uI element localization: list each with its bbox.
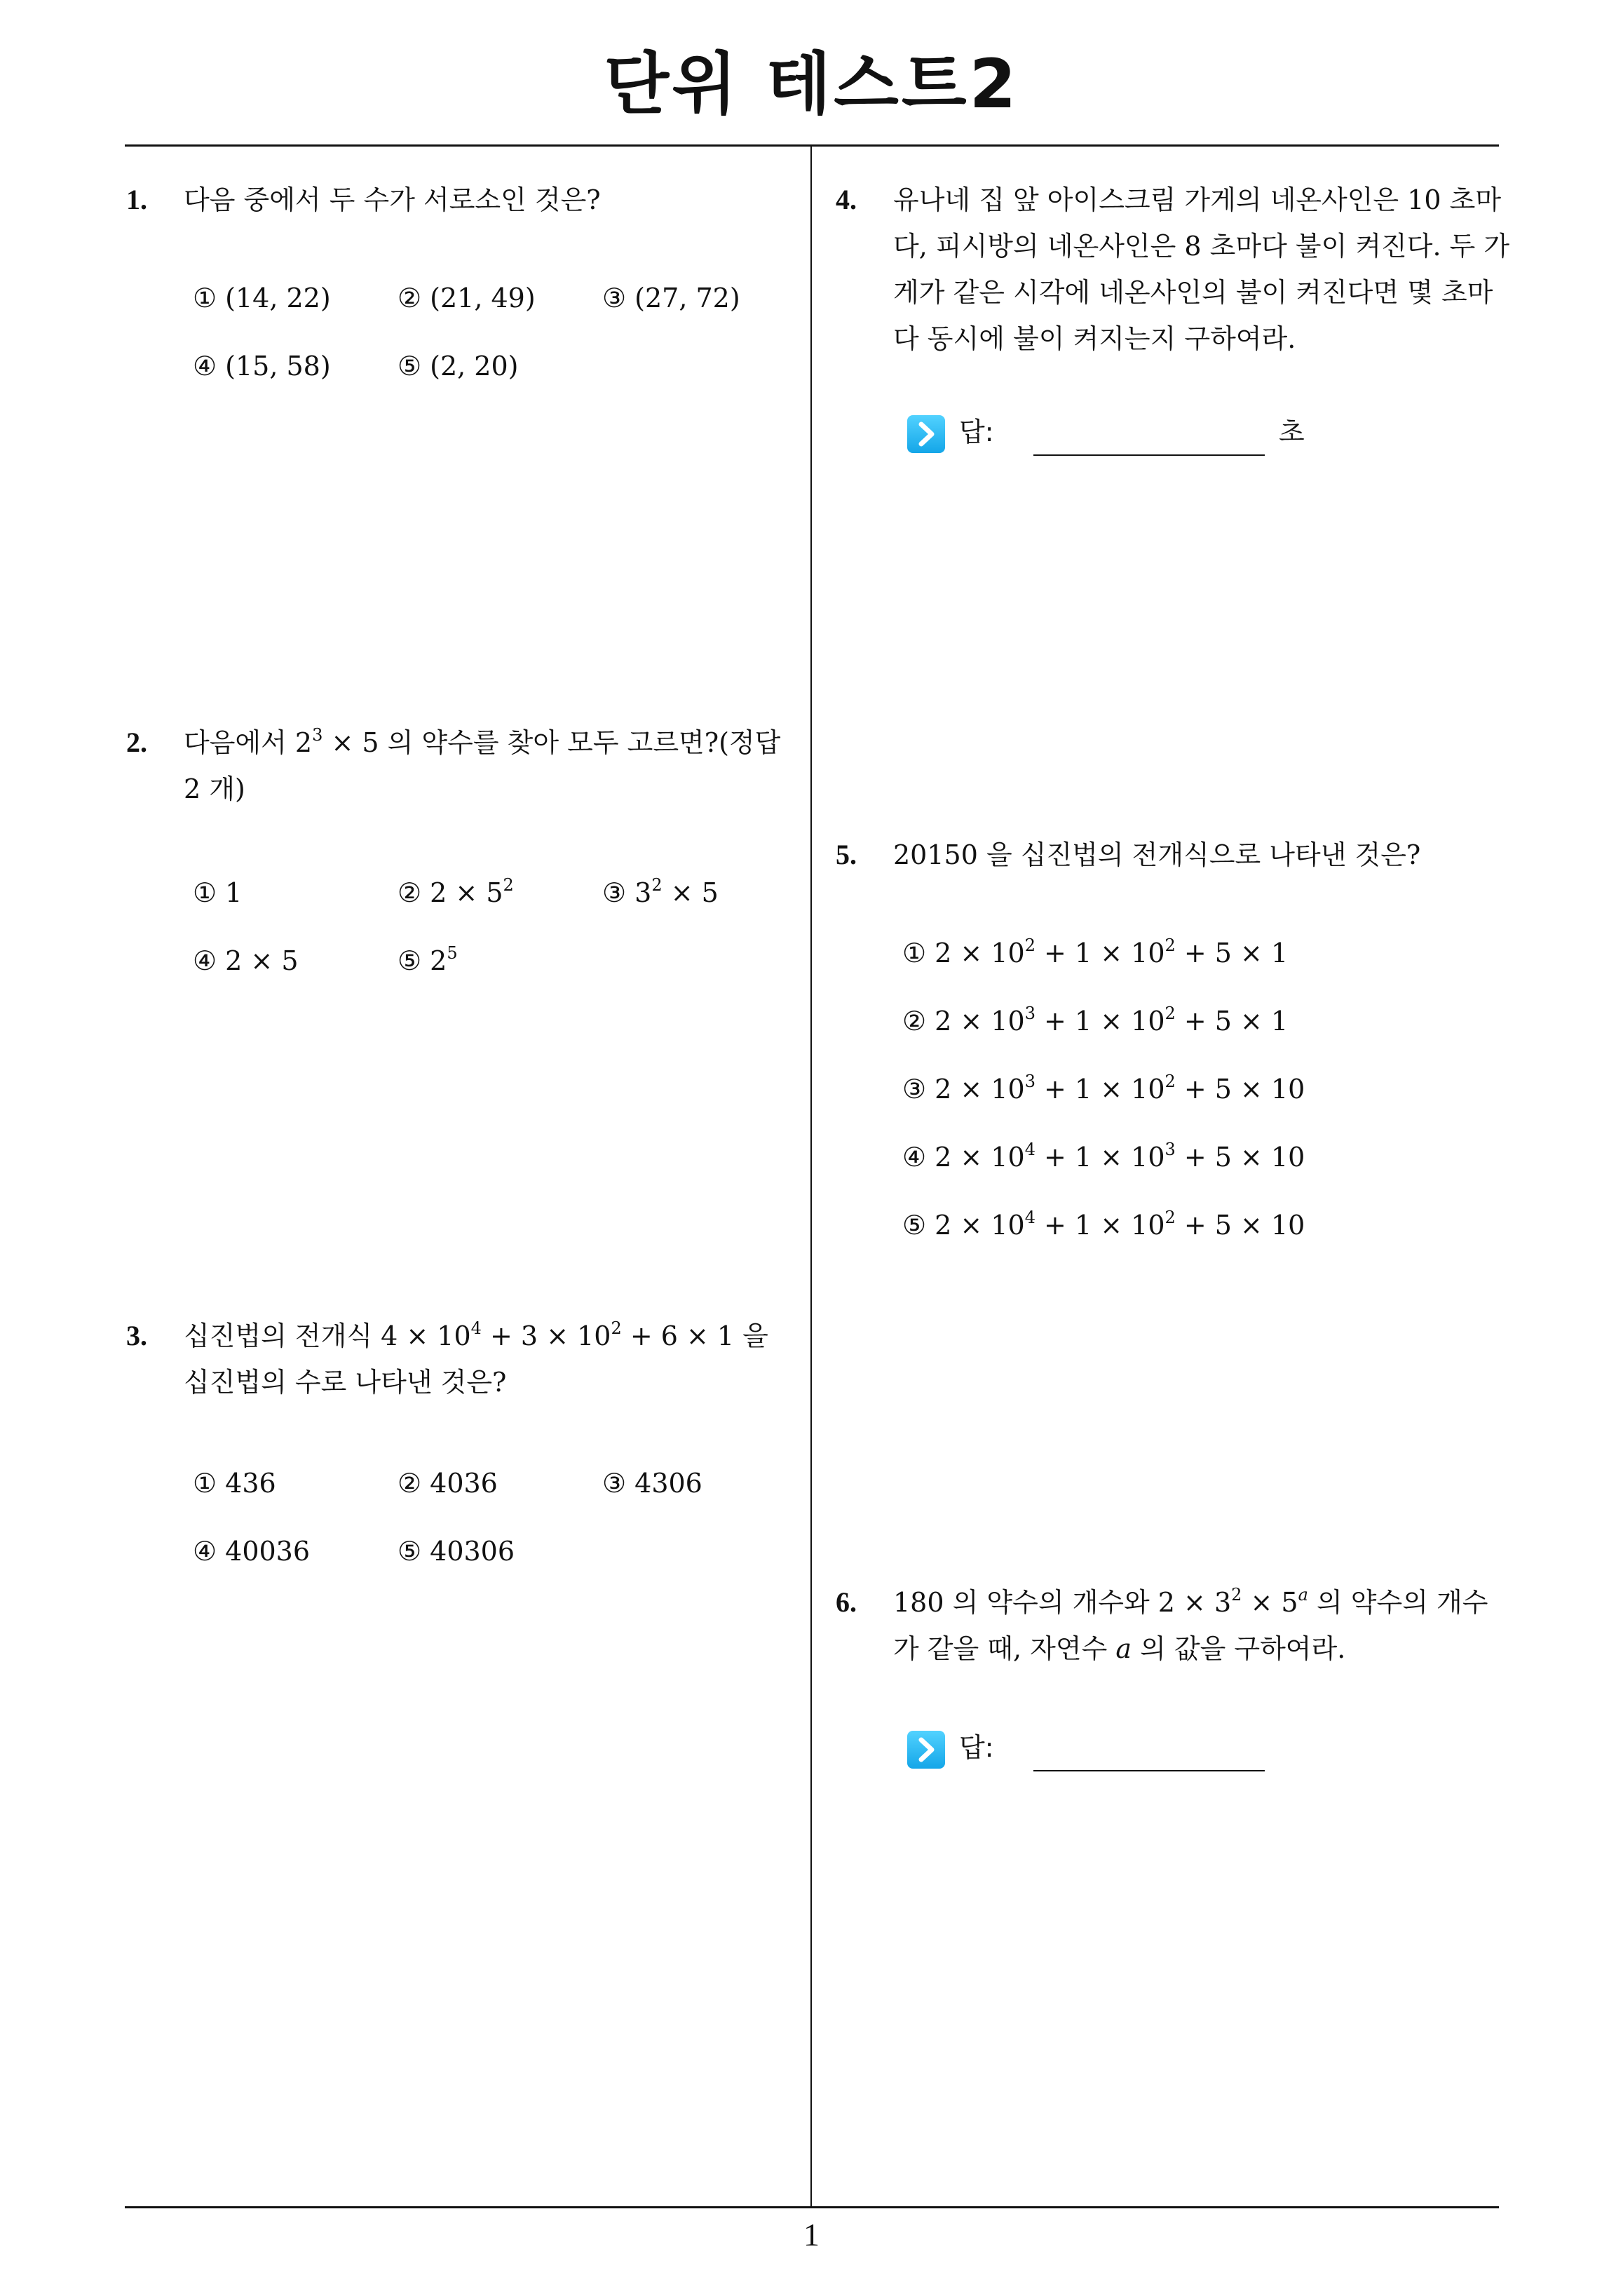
choice-5[interactable]: ⑤ $2^5$ [398, 943, 458, 976]
question-number: 4. [836, 184, 857, 215]
answer-blank[interactable] [1033, 1770, 1265, 1771]
choice-2[interactable]: ② (21, 49) [398, 283, 536, 313]
choice-4[interactable]: ④ 40036 [193, 1536, 311, 1567]
question-text: 다음에서 $2^3 \times 5$ 의 약수를 찾아 모두 고르면?(정답 2 개) [184, 725, 781, 804]
chevron-right-icon [907, 415, 945, 453]
answer-label: 답: [959, 417, 994, 447]
choice-1[interactable]: ① (14, 22) [193, 283, 331, 313]
column-divider [810, 144, 812, 2206]
choice-4[interactable]: ④ 2 × 5 [193, 945, 299, 976]
question-text: 20150 을 십진법의 전개식으로 나타낸 것은? [893, 839, 1421, 870]
footer-rule [125, 2206, 1499, 2208]
question-number: 2. [126, 727, 147, 758]
choice-3[interactable]: ③ $2 \times 10^3 + 1 \times 10^2 + 5 \times 10$ [902, 1072, 1305, 1105]
question-text: 십진법의 전개식 $4 \times 10^4 + 3 \times 10^2 + 6 \times 1$ 을 십진법의 수로 나타낸 것은? [184, 1318, 768, 1398]
question-text: 다음 중에서 두 수가 서로소인 것은? [184, 184, 601, 215]
choice-3[interactable]: ③ (27, 72) [602, 283, 740, 313]
choice-2[interactable]: ② $2 \times 10^3 + 1 \times 10^2 + 5 \times 1$ [902, 1004, 1289, 1036]
page-title: 단위 테스트2 [604, 45, 1019, 123]
choice-2[interactable]: ② $2 \times 5^2$ [398, 875, 514, 908]
choice-5[interactable]: ⑤ $2 \times 10^4 + 1 \times 10^2 + 5 \times 10$ [902, 1208, 1305, 1241]
choice-5[interactable]: ⑤ (2, 20) [398, 351, 519, 381]
question-number: 5. [836, 839, 857, 870]
answer-unit: 초 [1279, 417, 1305, 447]
choice-3[interactable]: ③ $3^2 \times 5$ [602, 875, 719, 908]
answer-label: 답: [959, 1732, 994, 1763]
choice-5[interactable]: ⑤ 40306 [398, 1536, 515, 1567]
question-text: 유나네 집 앞 아이스크림 가게의 네온사인은 10 초마다, 피시방의 네온사인은 8 초마다 불이 켜진다. 두 가게가 같은 시각에 네온사인의 불이 켜진다면 몇 초마다 동시에 불이 켜지는지 구하여라. [893, 184, 1510, 354]
choice-1[interactable]: ① 436 [193, 1468, 276, 1499]
question-number: 6. [836, 1586, 857, 1618]
choice-4[interactable]: ④ $2 \times 10^4 + 1 \times 10^3 + 5 \times 10$ [902, 1140, 1305, 1173]
chevron-right-icon [907, 1731, 945, 1769]
choice-4[interactable]: ④ (15, 58) [193, 351, 331, 381]
question-text: 180 의 약수의 개수와 $2 \times 3^2 \times 5^a$ 의 약수의 개수가 같을 때, 자연수 a 의 값을 구하여라. [893, 1585, 1488, 1664]
choice-1[interactable]: ① 1 [193, 877, 243, 908]
answer-blank[interactable] [1033, 454, 1265, 456]
header-rule [125, 144, 1499, 147]
page-number: 1 [803, 2217, 820, 2253]
question-number: 3. [126, 1320, 147, 1351]
choice-1[interactable]: ① $2 \times 10^2 + 1 \times 10^2 + 5 \times 1$ [902, 936, 1289, 968]
choice-2[interactable]: ② 4036 [398, 1468, 498, 1499]
choice-3[interactable]: ③ 4306 [602, 1468, 702, 1499]
question-number: 1. [126, 184, 147, 215]
